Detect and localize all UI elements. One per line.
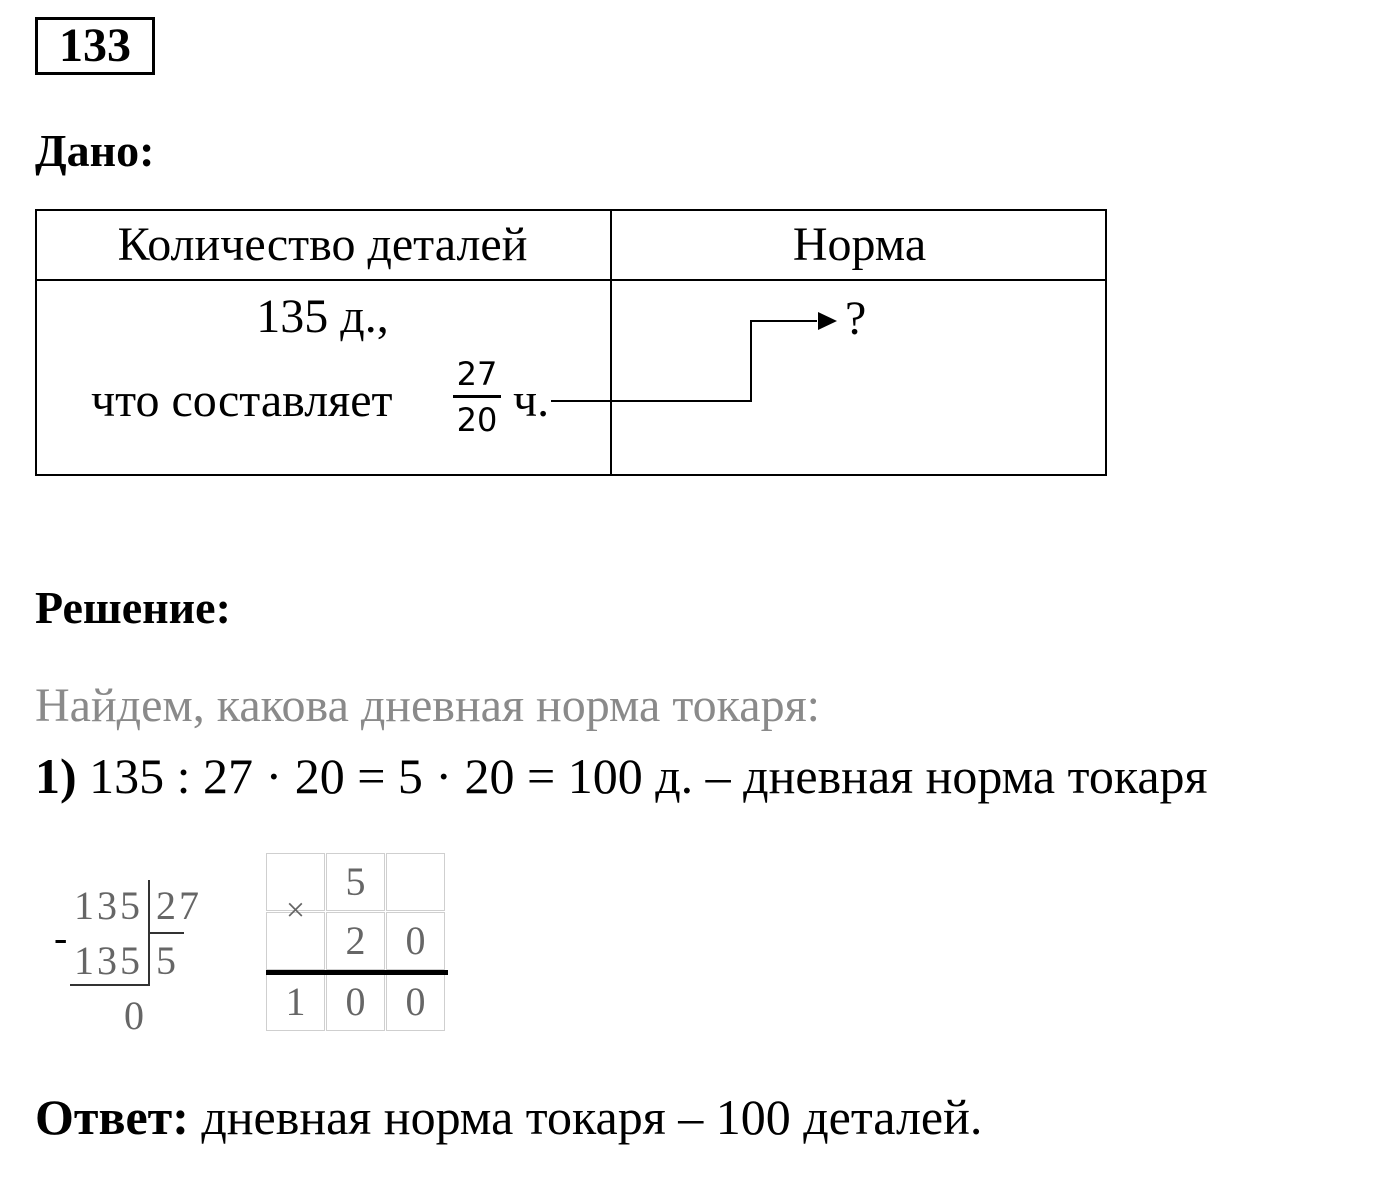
fraction-numerator: 27: [456, 355, 498, 393]
quantity-value: 135 д.,: [256, 290, 389, 343]
division-result-rule: [70, 984, 150, 986]
answer-line: [35, 1088, 982, 1146]
subtrahend: 135: [74, 938, 143, 983]
step-expression: 135 : 27 · 20 = 5 · 20 = 100 д. – дневная норма токаря: [89, 748, 1208, 804]
grid-cell: 2: [326, 912, 385, 970]
norm-question-mark: ?: [845, 292, 867, 345]
header-norm: Норма: [792, 218, 927, 271]
divisor: 27: [156, 883, 202, 928]
solution-step-1: [35, 747, 1208, 805]
dividend: 135: [74, 883, 143, 928]
grid-cell: 5: [326, 853, 385, 911]
given-heading: Дано:: [35, 125, 155, 176]
grid-cell: [386, 853, 445, 911]
remainder: 0: [124, 993, 147, 1038]
reference-arrow: [35, 209, 1107, 476]
answer-text: дневная норма токаря – 100 деталей.: [201, 1089, 983, 1145]
long-division: [50, 878, 230, 1038]
given-table: [35, 209, 1107, 476]
quotient: 5: [156, 938, 179, 983]
multiply-sign: ×: [285, 892, 306, 929]
minus-sign: -: [54, 915, 71, 960]
multiplication-grid: [266, 853, 448, 1031]
fraction-denominator: 20: [456, 401, 498, 439]
grid-cell: 0: [386, 912, 445, 970]
solution-heading: Решение:: [35, 582, 231, 633]
hours-unit: ч.: [513, 374, 550, 427]
step-number: 1): [35, 748, 77, 804]
answer-label: Ответ:: [35, 1089, 189, 1145]
grid-cell: 0: [386, 973, 445, 1031]
grid-cell: 0: [326, 973, 385, 1031]
that-is-text: что составляет: [91, 374, 393, 427]
solution-intro: Найдем, какова дневная норма токаря:: [35, 679, 820, 732]
grid-cell: 1: [266, 973, 325, 1031]
arrow-head-icon: [818, 312, 837, 330]
header-quantity: Количество деталей: [117, 218, 528, 271]
task-number: 133: [35, 17, 155, 75]
division-quotient-rule: [148, 932, 184, 934]
multiplication-result-rule: [266, 970, 448, 975]
